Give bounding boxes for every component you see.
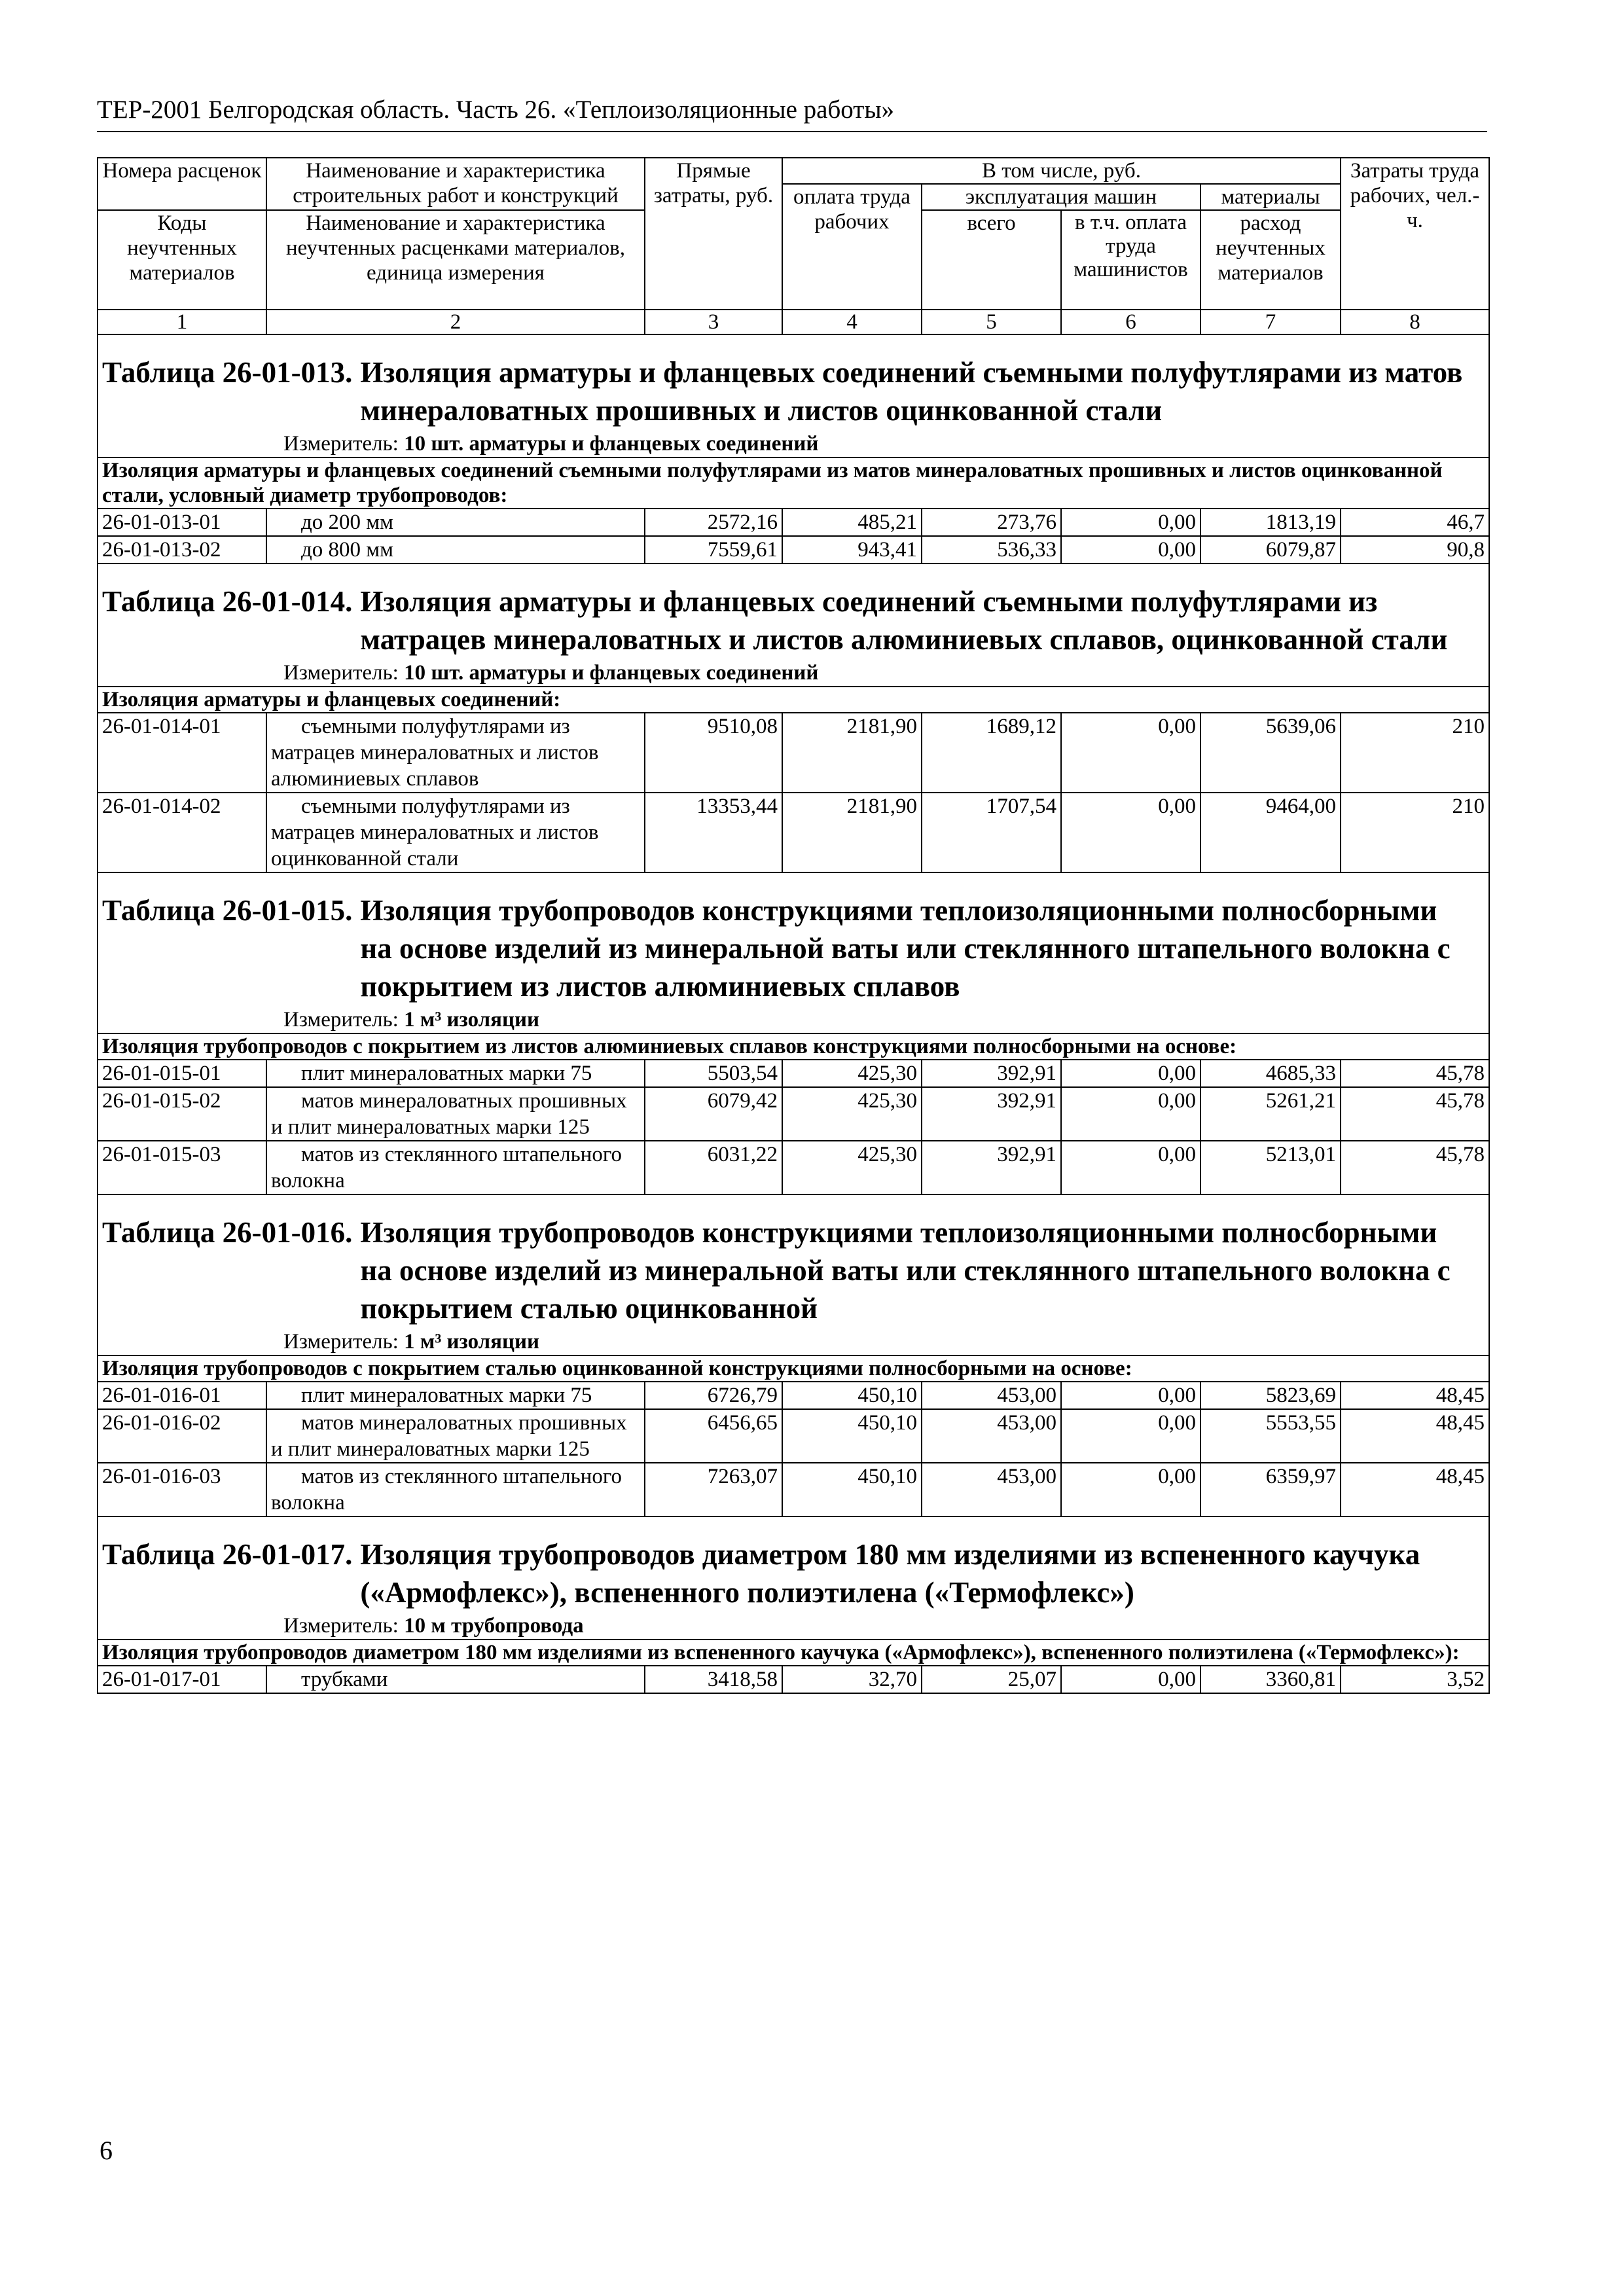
machine-labor-cost: 0,00 [1061, 713, 1200, 793]
machine-cost: 1689,12 [922, 713, 1061, 793]
machines-header: эксплуатация машин [922, 184, 1200, 210]
col-number: 5 [922, 310, 1061, 334]
machine-cost: 536,33 [922, 536, 1061, 564]
material-cost: 5823,69 [1200, 1382, 1341, 1409]
machine-labor-cost: 0,00 [1061, 1666, 1200, 1693]
table-row [98, 1382, 1489, 1409]
measure-label: Измеритель: [283, 1330, 399, 1354]
table-title-text: Изоляция арматуры и фланцевых соединений съемными полуфутлярами из матов минераловатных прошивных и листов оцинкованной стали [360, 356, 1463, 427]
material-cost: 1813,19 [1200, 509, 1341, 536]
machine-cost: 25,07 [922, 1666, 1061, 1693]
work-name [266, 1141, 645, 1194]
rate-code: 26-01-016-02 [98, 1409, 266, 1463]
machine-labor-cost: 0,00 [1061, 509, 1200, 536]
machine-cost: 392,91 [922, 1141, 1061, 1194]
machine-labor-cost: 0,00 [1061, 1141, 1200, 1194]
machine-labor-cost: 0,00 [1061, 1382, 1200, 1409]
measure-line [102, 1611, 1485, 1639]
table-row [98, 793, 1489, 872]
rate-code: 26-01-014-01 [98, 713, 266, 793]
labor-cost: 2181,90 [782, 713, 922, 793]
material-cost: 9464,00 [1200, 793, 1341, 872]
table-number: Таблица 26-01-017. [102, 1538, 353, 1571]
incl-header: В том числе, руб. [782, 158, 1341, 184]
machine-labor-cost: 0,00 [1061, 1463, 1200, 1516]
rate-code: 26-01-017-01 [98, 1666, 266, 1693]
table-row [98, 1060, 1489, 1087]
machine-cost: 273,76 [922, 509, 1061, 536]
table-title-text: Изоляция трубопроводов диаметром 180 мм изделиями из вспененного каучука («Армофлекс»), вспененного полиэтилена («Термофлекс») [360, 1538, 1420, 1609]
table-heading-block [98, 564, 1489, 687]
group-heading: Изоляция трубопроводов с покрытием сталью оцинкованной конструкциями полносборными на основе: [98, 1355, 1489, 1382]
page-number: 6 [99, 2136, 113, 2165]
table-number: Таблица 26-01-014. [102, 585, 353, 618]
table-row [98, 1087, 1489, 1141]
machine-labor-cost: 0,00 [1061, 536, 1200, 564]
materials-header: материалы [1200, 184, 1341, 210]
material-cost: 5553,55 [1200, 1409, 1341, 1463]
rate-code: 26-01-016-03 [98, 1463, 266, 1516]
col-number: 4 [782, 310, 922, 334]
direct-cost: 6726,79 [645, 1382, 782, 1409]
material-cost: 5639,06 [1200, 713, 1341, 793]
rate-code: 26-01-013-02 [98, 536, 266, 564]
labor-hours: 45,78 [1341, 1087, 1489, 1141]
labor-hours: 46,7 [1341, 509, 1489, 536]
col-number: 3 [645, 310, 782, 334]
labor-hours: 90,8 [1341, 536, 1489, 564]
table-heading-block [98, 334, 1489, 457]
table-title [102, 873, 1485, 1005]
measure-label: Измеритель: [283, 1614, 399, 1638]
group-heading: Изоляция трубопроводов с покрытием из листов алюминиевых сплавов конструкциями полносборными на основе: [98, 1033, 1489, 1060]
labor-cost: 2181,90 [782, 793, 922, 872]
material-cost: 4685,33 [1200, 1060, 1341, 1087]
direct-cost: 2572,16 [645, 509, 782, 536]
table-row [98, 509, 1489, 536]
work-name-text: до 200 мм [301, 511, 394, 534]
col2-top: Наименование и характеристика строительных работ и конструкций [266, 158, 645, 210]
direct-cost: 6456,65 [645, 1409, 782, 1463]
table-number: Таблица 26-01-015. [102, 894, 353, 927]
col4-header: оплата труда рабочих [782, 184, 922, 310]
work-name [266, 509, 645, 536]
machine-cost: 1707,54 [922, 793, 1061, 872]
col2-bottom: Наименование и характеристика неучтенных расценками материалов, единица измерения [266, 210, 645, 310]
labor-cost: 450,10 [782, 1463, 922, 1516]
work-name-text: до 800 мм [301, 538, 394, 562]
labor-cost: 450,10 [782, 1382, 922, 1409]
work-name-text: плит минераловатных марки 75 [301, 1062, 592, 1085]
work-name-text: матов из стеклянного штапельного волокна [271, 1465, 623, 1515]
direct-cost: 5503,54 [645, 1060, 782, 1087]
col-number: 7 [1200, 310, 1341, 334]
table-title [102, 335, 1485, 429]
labor-hours: 45,78 [1341, 1060, 1489, 1087]
labor-cost: 32,70 [782, 1666, 922, 1693]
labor-hours: 210 [1341, 713, 1489, 793]
table-title-text: Изоляция трубопроводов конструкциями теплоизоляционными полносборными на основе изделий из минеральной ваты или стеклянного штапельного волокна с покрытием сталью оцинкованной [360, 1216, 1451, 1325]
price-table [97, 157, 1490, 1694]
labor-cost: 425,30 [782, 1141, 922, 1194]
table-number: Таблица 26-01-013. [102, 356, 353, 389]
col1-bottom: Коды неучтенных материалов [98, 210, 266, 310]
machine-labor-cost: 0,00 [1061, 1060, 1200, 1087]
labor-hours: 48,45 [1341, 1382, 1489, 1409]
work-name [266, 1409, 645, 1463]
labor-cost: 425,30 [782, 1060, 922, 1087]
col5-header: всего [922, 210, 1061, 310]
table-row [98, 1141, 1489, 1194]
direct-cost: 7559,61 [645, 536, 782, 564]
material-cost: 6079,87 [1200, 536, 1341, 564]
measure-label: Измеритель: [283, 661, 399, 685]
measure-value: 10 шт. арматуры и фланцевых соединений [404, 661, 819, 685]
table-title-text: Изоляция арматуры и фланцевых соединений съемными полуфутлярами из матрацев минераловатных и листов алюминиевых сплавов, оцинкованной стали [360, 585, 1448, 656]
running-head: ТЕР-2001 Белгородская область. Часть 26. «Теплоизоляционные работы» [97, 94, 1487, 132]
labor-hours: 210 [1341, 793, 1489, 872]
work-name [266, 1382, 645, 1409]
work-name [266, 1060, 645, 1087]
work-name [266, 793, 645, 872]
material-cost: 3360,81 [1200, 1666, 1341, 1693]
work-name [266, 1463, 645, 1516]
work-name [266, 1087, 645, 1141]
measure-line [102, 1327, 1485, 1355]
table-title [102, 564, 1485, 658]
measure-value: 1 м³ изоляции [404, 1008, 540, 1031]
work-name-text: трубками [301, 1668, 388, 1691]
work-name-text: матов минераловатных прошивных и плит минераловатных марки 125 [271, 1089, 627, 1139]
direct-cost: 6079,42 [645, 1087, 782, 1141]
table-heading-block [98, 1194, 1489, 1355]
table-row [98, 536, 1489, 564]
labor-cost: 485,21 [782, 509, 922, 536]
measure-line [102, 1005, 1485, 1033]
measure-value: 1 м³ изоляции [404, 1330, 540, 1354]
rate-code: 26-01-015-03 [98, 1141, 266, 1194]
labor-cost: 943,41 [782, 536, 922, 564]
table-row [98, 713, 1489, 793]
direct-cost: 7263,07 [645, 1463, 782, 1516]
measure-value: 10 м трубопровода [404, 1614, 584, 1638]
work-name-text: съемными полуфутлярами из матрацев минераловатных и листов оцинкованной стали [271, 795, 599, 870]
machine-cost: 453,00 [922, 1409, 1061, 1463]
table-title [102, 1195, 1485, 1327]
work-name [266, 713, 645, 793]
work-name [266, 1666, 645, 1693]
table-row [98, 1666, 1489, 1693]
measure-label: Измеритель: [283, 1008, 399, 1031]
direct-cost: 13353,44 [645, 793, 782, 872]
group-heading: Изоляция арматуры и фланцевых соединений: [98, 687, 1489, 713]
machine-cost: 453,00 [922, 1463, 1061, 1516]
direct-cost: 9510,08 [645, 713, 782, 793]
labor-hours: 3,52 [1341, 1666, 1489, 1693]
labor-cost: 450,10 [782, 1409, 922, 1463]
labor-hours: 45,78 [1341, 1141, 1489, 1194]
labor-cost: 425,30 [782, 1087, 922, 1141]
material-cost: 6359,97 [1200, 1463, 1341, 1516]
col-number: 2 [266, 310, 645, 334]
machine-cost: 392,91 [922, 1060, 1061, 1087]
work-name-text: матов минераловатных прошивных и плит минераловатных марки 125 [271, 1411, 627, 1461]
group-heading: Изоляция трубопроводов диаметром 180 мм изделиями из вспененного каучука («Армофлекс»), вспененного полиэтилена («Термофлекс»): [98, 1640, 1489, 1666]
machine-cost: 392,91 [922, 1087, 1061, 1141]
table-row [98, 1463, 1489, 1516]
work-name-text: матов из стеклянного штапельного волокна [271, 1143, 623, 1193]
col-number: 6 [1061, 310, 1200, 334]
work-name [266, 536, 645, 564]
rate-code: 26-01-015-01 [98, 1060, 266, 1087]
group-heading: Изоляция арматуры и фланцевых соединений съемными полуфутлярами из матов минераловатных прошивных и листов оцинкованной стали, условный диаметр трубопроводов: [98, 457, 1489, 509]
work-name-text: плит минераловатных марки 75 [301, 1384, 592, 1407]
machine-cost: 453,00 [922, 1382, 1061, 1409]
machine-labor-cost: 0,00 [1061, 793, 1200, 872]
col1-top: Номера расценок [98, 158, 266, 210]
direct-cost: 6031,22 [645, 1141, 782, 1194]
measure-line [102, 429, 1485, 457]
machine-labor-cost: 0,00 [1061, 1087, 1200, 1141]
table-row [98, 1409, 1489, 1463]
measure-value: 10 шт. арматуры и фланцевых соединений [404, 432, 819, 456]
table-number: Таблица 26-01-016. [102, 1216, 353, 1249]
col7-header: расход неучтенных материалов [1200, 210, 1341, 310]
table-title-text: Изоляция трубопроводов конструкциями теплоизоляционными полносборными на основе изделий из минеральной ваты или стеклянного штапельного волокна с покрытием из листов алюминиевых сплавов [360, 894, 1451, 1003]
material-cost: 5213,01 [1200, 1141, 1341, 1194]
rate-code: 26-01-013-01 [98, 509, 266, 536]
table-heading-block [98, 1516, 1489, 1640]
rate-code: 26-01-015-02 [98, 1087, 266, 1141]
table-title [102, 1517, 1485, 1611]
col8-header: Затраты труда рабочих, чел.-ч. [1341, 158, 1489, 310]
col-number: 1 [98, 310, 266, 334]
rate-code: 26-01-014-02 [98, 793, 266, 872]
material-cost: 5261,21 [1200, 1087, 1341, 1141]
measure-label: Измеритель: [283, 432, 399, 456]
measure-line [102, 658, 1485, 686]
direct-cost: 3418,58 [645, 1666, 782, 1693]
work-name-text: съемными полуфутлярами из матрацев минераловатных и листов алюминиевых сплавов [271, 715, 599, 791]
labor-hours: 48,45 [1341, 1409, 1489, 1463]
labor-hours: 48,45 [1341, 1463, 1489, 1516]
rate-code: 26-01-016-01 [98, 1382, 266, 1409]
col-number: 8 [1341, 310, 1489, 334]
table-heading-block [98, 872, 1489, 1033]
col3-header: Прямые затраты, руб. [645, 158, 782, 310]
machine-labor-cost: 0,00 [1061, 1409, 1200, 1463]
col6-header: в т.ч. оплата труда машинистов [1061, 210, 1200, 310]
